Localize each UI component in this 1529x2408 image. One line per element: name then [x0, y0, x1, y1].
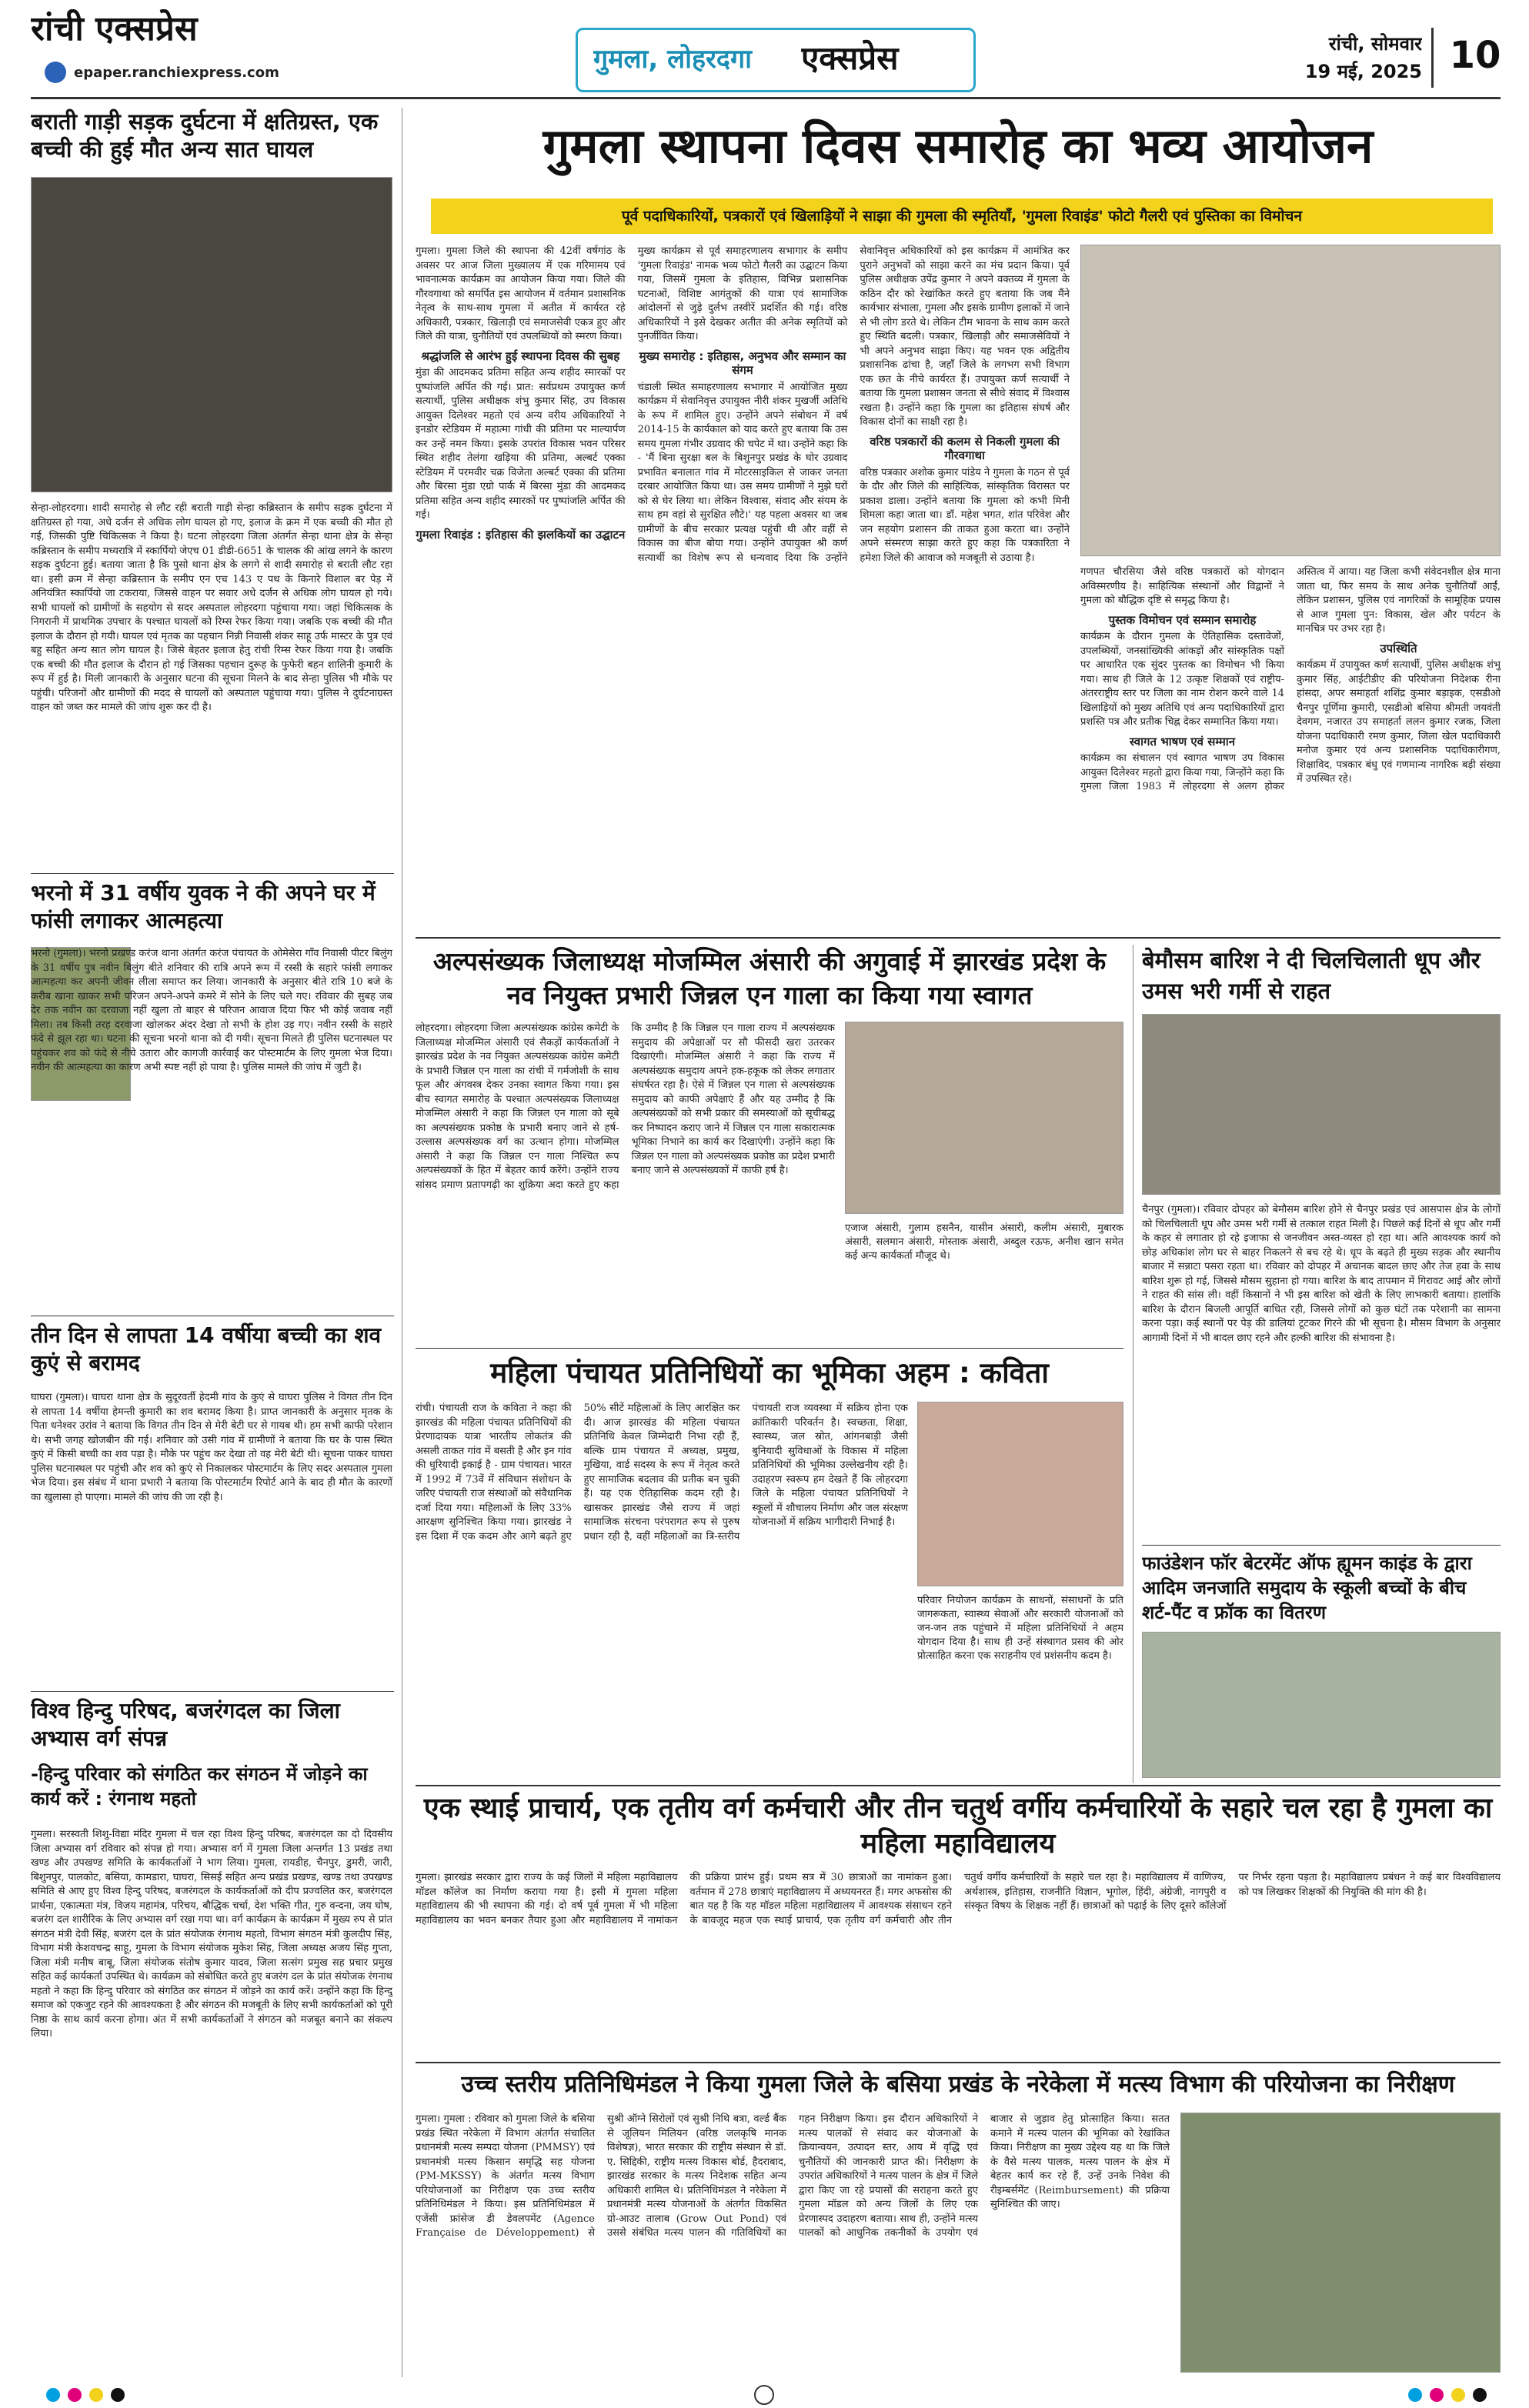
left-story-accident: [31, 108, 392, 869]
registration-mark-left-4: [111, 2388, 125, 2402]
fishery-top-rule: [416, 2062, 1501, 2063]
accident-photo: [31, 177, 392, 492]
registration-mark-right-3: [1451, 2388, 1465, 2402]
foundation-headline: फाउंडेशन फॉर बेटरमेंट ऑफ ह्यूमन काइंड के द्वारा आदिम जनजाति समुदाय के स्कूली बच्चों के बीच शर्ट-पैंट व फ्रॉक का वितरण: [1142, 1553, 1472, 1623]
suicide-body: भरनो (गुमला)। भरनो प्रखण्ड करंज थाना अंतर्गत करंज पंचायत के ओमेसेरा गाँव निवासी पीटर बिलुंग के 31 वर्षीय पुत्र नवीन बिलुंग बीते शनिवार की रात्रि अपने रूम में रस्सी के सहारे फांसी लगाकर आत्महत्या कर अपनी जीवन लीला समाप्त कर लिया। जानकारी के अनुसार बीते रात्रि 10 बजे के करीब खाना खाकर सभी परिजन अपने-अपने कमरे में सोने के लिए चले गए। रविवार की सुबह जब देर तक नवीन का दरवाजा नहीं खुला तो बाहर से परिजन आवाज दिया फिर भी कोई जवाब नहीं मिला। तब किसी तरह दरवाजा खोलकर अंदर देखा तो सभी के होश उड़ गए। नवीन रस्सी के सहारे फंदे से झूल रहा था। घटना की सूचना भरनो थाना को दी गयी। सूचना मिलते ही पुलिस घटनास्थल पर पहुंचकर शव को फंदे से नीचे उतारा और कागजी कार्रवाई कर पोस्टमार्टम के लिए गुमला भेज दिया। नवीन की आत्महत्या का कारण अभी स्पष्ट नहीं हो पाया है। पुलिस मामले की जांच में जुटी है।: [31, 948, 392, 1073]
masthead-rule: [31, 97, 1501, 99]
weather-headline: बेमौसम बारिश ने दी चिलचिलाती धूप और उमस भरी गर्मी से राहत: [1142, 947, 1481, 1004]
edition-banner: [576, 28, 976, 92]
lead-body-6: कार्यक्रम के दौरान गुमला के ऐतिहासिक दस्तावेजों, उपलब्धियों, जनसांख्यिकी आंकड़ों और सांस्कृतिक पक्षों पर आधारित एक सुंदर पुस्तक का विमोचन भी किया गया। साथ ही जिले के 12 उत्कृष्ट शिक्षकों एवं राष्ट्रीय-अंतरराष्ट्रीय स्तर पर जिला का नाम रोशन करने वाले 14 खिलाड़ियों को मुख्य अतिथि एवं अन्य पदाधिकारियों द्वारा प्रशस्ति पत्र और प्रतीक चिह्न देकर सम्मानित किया गया।: [1080, 631, 1284, 728]
minority-photo: [845, 1022, 1123, 1214]
story-kavita: [416, 1354, 1123, 1769]
minority-body: लोहरदगा। लोहरदगा जिला अल्पसंख्यक कांग्रेस कमेटी के जिलाध्यक्ष मोजम्मिल अंसारी एवं सैकड़ों कार्यकर्ताओं ने झारखंड प्रदेश के नव नियुक्त अल्पसंख्यक कांग्रेस कमेटी के प्रभारी जिन्नल एन गाला का रांची में गर्मजोशी के साथ फूल और अंगवस्त्र देकर उनका स्वागत किया गया। इस बीच स्वागत समारोह के पश्चात अल्पसंख्यक जिलाध्यक्ष मोजम्मिल अंसारी ने कहा कि जिन्नल एन गाला को सूबे का अल्पसंख्यक प्रकोष्ठ के प्रभारी बनाए जाने से हर्ष-उल्लास अल्पसंख्यक वर्ग का उत्थान होगा। मोजम्मिल अंसारी ने कहा कि जिन्नल एन गाला निश्चित रूप अल्पसंख्यकों के हित में बेहतर कार्य करेंगे। उन्होंने राज्य सांसद प्रमाण प्रतापगढ़ी का शुक्रिया अदा करते हुए कहा कि उम्मीद है कि जिन्नल एन गाला राज्य में अल्पसंख्यक समुदाय की अपेक्षाओं पर सौ फीसदी खरा उतरकर दिखाएंगी। मोजम्मिल अंसारी ने कहा कि राज्य में अल्पसंख्यक समुदाय अपने हक-हकूक को लेकर लगातार संघर्षरत रहा है। ऐसे में जिन्नल एन गाला से अल्पसंख्यक समुदाय को काफी अपेक्षाएं हैं और यह उम्मीद है कि अल्पसंख्यकों को सभी प्रकार की समस्याओं को सूचीबद्ध कर निष्पादन कराए जाने में जिन्नल एन गाला सकारात्मक भूमिका निभाने का कार्य कर दिखाएंगी। उन्होंने कहा कि जिन्नल एन गाला को अल्पसंख्यक प्रकोष्ठ का प्रदेश प्रभारी बनाए जाने से अल्पसंख्यकों में काफी हर्ष है।: [416, 1022, 835, 1191]
fishery-photo: [1180, 2113, 1501, 2373]
masthead: [0, 0, 1529, 100]
lead-body-2: मुंडा की आदमकद प्रतिमा सहित अन्य शहीद स्मारकों पर पुष्पांजलि अर्पित की गई। प्रात: सर्वप्रथम उपायुक्त कर्ण सत्यार्थी, पुलिस अधीक्षक शंभु कुमार सिंह, उप विकास आयुक्त दिलेश्वर महतो एवं अन्य वरीय अधिकारियों ने इनडोर स्टेडियम में महात्मा गांधी की प्रतिमा पर माल्यार्पण कर उन्हें नमन किया। इसके उपरांत विकास भवन परिसर स्थित शहीद तेलंगा खड़िया की प्रतिमा, अल्बर्ट एक्का स्टेडियम में परमवीर चक्र विजेता अल्बर्ट एक्का की प्रतिमा और बिरसा मुंडा एग्रो पार्क में बिरसा मुंडा की आदमकद प्रतिमा सहित अन्य शहीद स्मारकों पर पुष्पांजलि अर्पित की गई।: [416, 367, 626, 521]
kavita-headline: महिला पंचायत प्रतिनिधियों का भूमिका अहम : कविता: [490, 1356, 1049, 1389]
page-number: 10: [1449, 34, 1501, 77]
lead-body-1: गुमला। गुमला जिले की स्थापना की 42वीं वर्षगांठ के अवसर पर आज जिला मुख्यालय में एक गरिमामय एवं भावनात्मक कार्यक्रम का आयोजन किया गया। जिले की गौरवगाथा को समर्पित इस आयोजन में वर्तमान प्रशासनिक नेतृत्व के साथ-साथ गुमला में अतीत में कार्यरत रहे अधिकारी, पत्रकार, खिलाड़ी एवं समाजसेवी एकत्र हुए और जिले की यात्रा, चुनौतियों एवं उपलब्धियों को स्मरण किया।: [416, 245, 626, 342]
registration-mark-right: [1408, 2388, 1422, 2402]
lead-sub-main-event: मुख्य समारोह : इतिहास, अनुभव और सम्मान का संगम: [639, 349, 846, 377]
lead-bottom-rule: [416, 937, 1501, 939]
lead-sub-tribute: श्रद्धांजलि से आरंभ हुई स्थापना दिवस की सुबह: [421, 349, 620, 363]
registration-mark-left: [46, 2388, 60, 2402]
story-weather: [1142, 945, 1501, 1541]
minority-caption: एजाज अंसारी, गुलाम हसनैन, यासीन अंसारी, कलीम अंसारी, मुबारक अंसारी, सलमान अंसारी, मोस्ताक अंसारी, अब्दुल रऊफ, अनीश खान समेत कई अन्य कार्यकर्ता मौजूद थे।: [845, 1222, 1123, 1262]
lead-sub-journalists: वरिष्ठ पत्रकारों की कलम से निकली गुमला की गौरवगाथा: [870, 434, 1060, 462]
registration-mark-right-2: [1430, 2388, 1444, 2402]
lead-sub-rewind: गुमला रिवाइंड : इतिहास की झलकियों का उद्घाटन: [416, 527, 626, 542]
lead-sub-book: पुस्तक विमोचन एवं सम्मान समारोह: [1108, 612, 1257, 627]
lead-caption-1: गणपत चौरसिया जैसे वरिष्ठ पत्रकारों को योगदान अविस्मरणीय है। साहित्यिक संस्थानों और विद्वानों ने गुमला को बौद्धिक दृष्टि से समृद्ध किया है।: [1080, 566, 1284, 606]
college-headline: एक स्थाई प्राचार्य, एक तृतीय वर्ग कर्मचारी और तीन चतुर्थ वर्गीय कर्मचारियों के सहारे चल रहा है गुमला का महिला महाविद्यालय: [423, 1793, 1493, 1859]
crosshair-icon: [754, 2385, 774, 2405]
missing-girl-headline: तीन दिन से लापता 14 वर्षीया बच्ची का शव कुएं से बरामद: [31, 1322, 382, 1376]
footer-color-bar: [0, 2382, 1529, 2408]
lead-body-7: कार्यक्रम का संचालन एवं स्वागत भाषण उप विकास आयुक्त दिलेश्वर महतो द्वारा किया गया, जिन्होंने कहा कि गुमला जिला 1983 में लोहरदगा से अलग होकर अस्तित्व में आया। यह जिला कभी संवेदनशील क्षेत्र माना जाता था, फिर समय के साथ अनेक चुनौतियाँ आईं, लेकिन प्रशासन, पुलिस एवं नागरिकों के सामूहिक प्रयास से आज गुमला पुन: विकास, खेल और पर्यटन के मानचित्र पर उभर रहा है।: [1080, 566, 1501, 792]
missing-girl-body: घाघरा (गुमला)। घाघरा थाना क्षेत्र के सुदूरवर्ती हेदमी गांव के कुएं से घाघरा पुलिस ने विगत तीन दिन से लापता 14 वर्षीया हेमन्ती कुमारी का शव बरामद किया है। प्राप्त जानकारी के अनुसार मृतक के पिता धनेश्वर उरांव ने बताया कि विगत तीन दिन से मेरी बेटी घर से गायब थी। हम सभी काफी परेशान थे। सभी जगह खोजबीन की गई। शनिवार को उसी गांव में ग्रामीणों ने बताया कि घर के पास स्थित कुएं में किसी बच्ची का शव पड़ा है। मौके पर पहुंच कर देखा तो वह मेरी बेटी थी। सूचना पाकर घाघरा पुलिस घटनास्थल पर पहुंची और शव को कुएं से निकालकर पोस्टमार्टम के लिए सदर अस्पताल गुमला भेज दिया। इस संबंध में थाना प्रभारी ने बताया कि पोस्टमार्टम रिपोर्ट आने के बाद ही मौत के कारणों का खुलासा हो पाएगा। मामले की जांच की जा रही है।: [31, 1392, 392, 1503]
kavita-body: रांची। पंचायती राज के कविता ने कहा की झारखंड की महिला पंचायत प्रतिनिधियों की प्रेरणादायक यात्रा भारतीय लोकतंत्र की असली ताकत गांव में बसती है और इन गांव की धुरियादी इकाई है - ग्राम पंचायत। भारत में 1992 में 73वें में संविधान संशोधन के जरिए पंचायती राज संस्थाओं को संवैधानिक दर्जा दिया गया। महिलाओं के लिए 33% आरक्षण सुनिश्चित किया गया। झारखंड ने इस दिशा में एक कदम और आगे बढ़ते हुए 50% सीटें महिलाओं के लिए आरक्षित कर दी। आज झारखंड की महिला पंचायत प्रतिनिधि केवल जिम्मेदारी निभा रही हैं, बल्कि ग्राम पंचायत में अध्यक्ष, प्रमुख, मुखिया, वार्ड सदस्य के रूप में नेतृत्व करते हुए सामाजिक बदलाव की प्रतीक बन चुकी हैं। यह एक ऐतिहासिक कदम रही है। खासकर झारखंड जैसे राज्य में जहां सामाजिक संरचना परंपरागत रूप से पुरुष प्रधान रही है, वहीं महिलाओं का त्रि-स्तरीय पंचायती राज व्यवस्था में सक्रिय होना एक क्रांतिकारी परिवर्तन है। स्वच्छता, शिक्षा, स्वास्थ्य, जल स्रोत, आंगनबाड़ी जैसी बुनियादी सुविधाओं के विकास में महिला प्रतिनिधियों की भूमिका उल्लेखनीय रही है। उदाहरण स्वरूप हम देखते हैं कि लोहरदगा जिले के महिला पंचायत प्रतिनिधियों ने स्कूलों में शौचालय निर्माण और जल संरक्षण योजनाओं में सक्रिय भागीदारी निभाई है।: [416, 1402, 908, 1543]
weather-bottom-rule: [1142, 1545, 1501, 1546]
globe-icon: [45, 62, 66, 83]
vhp-body: गुमला। सरस्वती शिशु-विद्या मंदिर गुमला में चल रहा विश्व हिन्दु परिषद, बजरंगदल का दो दिवसीय जिला अभ्यास वर्ग रविवार को संपन्न हो गया। अभ्यास वर्ग में गुमला जिला अन्तर्गत 13 प्रखंड तथा खण्ड और उपखण्ड समिति के कार्यकर्ताओं ने भाग लिया। गुमला, रायडीह, चैनपुर, डुमरी, जारी, बिशुनपुर, पालकोट, बसिया, कामडारा, घाघरा, सिसई सहित अन्य प्रखंड प्रखण्ड, खण्ड तथा उपखण्ड समिति से आए हुए विश्व हिन्दु परिषद, बजरंगदल के कार्यकर्ताओं को दीप प्रज्वलित कर, बजरंगदल प्रार्थना, एकात्मता मंत्र, विजय महामंत्र, परिचय, बौद्धिक चर्चा, देश भक्ति गीत, गुरु वन्दना, जय घोष, बजरंग दल शारीरिक के लिए अभ्यास वर्ग रखा गया था। वर्ग कार्यक्रम के कार्यक्रम में मुख्य रुप से प्रांत संगठन मंत्री देवी सिंह, बजरंग दल के प्रांत संयोजक रंगनाथ महतो, विभाग संगठन मंत्री कुलदीप सिंह, विभाग मंत्री केशवचन्द्र साहू, गुमला के विभाग संयोजक मुकेश सिंह, जिला अध्यक्ष अजय सिंह गुप्ता, जिला मंत्री मनीष बाबू, जिला संयोजक संतोष कुमार यादव, जिला सत्संग प्रमुख सह प्रचार प्रमुख सहित कई कार्यकर्ता उपस्थित थे। कार्यक्रम को संबोधित करते हुए बजरंग दल के प्रांत संयोजक रंगनाथ महतो ने कहा कि हिन्दु परिवार को संगठित कर संगठन में जोड़ने का कार्य करें। उन्होंने कहा कि हिन्दु समाज को एकजुट रहने की आवश्यकता है और संगठन की मजबूती के लिए सभी कार्यकर्ताओं को पूरी निष्ठा के साथ कार्य करना होगा। अंत में सभी कार्यकर्ताओं ने संगठन को मजबूत बनाने का संकल्प लिया।: [31, 1829, 392, 2039]
college-top-rule: [416, 1785, 1501, 1786]
vhp-headline: विश्व हिन्दु परिषद, बजरंगदल का जिला अभ्यास वर्ग संपन्न: [31, 1698, 340, 1751]
registration-mark-left-3: [89, 2388, 103, 2402]
weather-body: चैनपुर (गुमला)। रविवार दोपहर को बेमौसम बारिश होने से चैनपुर प्रखंड एवं आसपास क्षेत्र के लोगों को चिलचिलाती धूप और उमस भरी गर्मी से तत्काल राहत मिली है। पिछले कई दिनों से धूप और गर्मी के कहर से लगातार हो रहे इजाफा से जनजीवन अस्त-व्यस्त हो रहा था। अति आवश्यक कार्य को छोड़ अधिकांश लोग घर से बाहर निकलने से बच रहे थे। धूप के बढ़ते ही मुख्य सड़क और स्थानीय बाजार में सन्नाटा पसरा रहता था। रविवार को दोपहर में अचानक बादल छाए और तेज हवा के साथ बारिश शुरू हो गई, जिससे मौसम सुहाना हो गया। बारिश के बाद तापमान में गिरावट आई और लोगों ने राहत की सांस ली। वहीं किसानों ने भी इस बारिश को खेती के लिए लाभकारी बताया। हालांकि बारिश के दौरान बिजली आपूर्ति बाधित रही, जिससे लोगों को कुछ घंटों तक परेशानी का सामना करना पड़ा। कई स्थानों पर पेड़ की डालियां टूटकर गिरने की भी सूचना है। मौसम विभाग के अनुसार आगामी दिनों में भी बादल छाए रहने और हल्की बारिश की संभावना है।: [1142, 1204, 1501, 1344]
accident-body: सेन्हा-लोहरदगा। शादी समारोह से लौट रही बराती गाड़ी सेन्हा कब्रिस्तान के समीप सड़क दुर्घटना में क्षतिग्रस्त हो गया, अधे दर्जन से अधिक लोग घायल हो गए, इलाज के क्रम में एक बच्ची की मौत हो गई, जिसकी पुष्टि चिकित्सक ने किया है। घटना लोहरदगा जिला अंतर्गत सेन्हा थाना क्षेत्र के सेन्हा कब्रिस्तान के समीप मध्यरात्रि में स्कार्पियो जेएच 01 डीडी-6651 के चालक की आंख लगने के कारण सड़क दुर्घटना हुई। बताया जाता है कि पुसो थाना क्षेत्र के लगगे से शादी समारोह से बराती लौट रहा था। इसी क्रम में सेन्हा कब्रिस्तान के समीप एन एच 143 ए पथ के किनारे विशाल बर पेड़ में अनियंत्रित स्कार्पियो जा टकराया, जिससे वाहन पर सवार अधे दर्जन से अधिक लोग घायल हो गये। सभी घायलों को ग्रामीणों के सहयोग से सदर अस्पताल लोहरदगा पहुंचाया गया। जहां चिकित्सक के निगरानी में प्राथमिक उपचार के पश्चात घायलों को रिम्स रेफर किया गया। जबकि एक बच्ची की मौत इलाज के दौरान हो गयी। घायल एवं मृतक का पहचान निन्नी निवासी शंकर साहू उर्फ मास्टर के पुत्र एवं बहु सहित अन्य सात लोग घायल है। जिसे बेहतर इलाज हेतु रांची रिम्स रेफर किया गया है। जबकि एक बच्ची की मौत इलाज के दौरान हो गई जिसका पहचान दुरूह के फुफेरी बहन शालिनी कुमारी के रूप में हुई है। मिली जानकारी के अनुसार घटना की सूचना मिलने के बाद सेन्हा पुलिस भी मौके पर पहुंची। परिजनों और ग्रामीणों की मदद से घायलों को अस्पताल पहुंचाया गया। पुलिस ने दुर्घटनाग्रस्त वाहन को जब्त कर मामले की जांच शुरू कर दी है।: [31, 502, 392, 713]
lead-body-columns: [416, 245, 1070, 922]
left-story-vhp: [31, 1697, 392, 2378]
city-day: रांची, सोमवार: [1328, 33, 1422, 55]
minority-bottom-rule: [416, 1348, 1123, 1349]
edition-place: गुमला, लोहरदगा: [593, 44, 752, 75]
lead-body-8: कार्यक्रम में उपायुक्त कर्ण सत्यार्थी, पुलिस अधीक्षक शंभु कुमार सिंह, आईटीडीए की परियोजना निदेशक रीना हांसदा, अपर समाहर्ता शशिंद्र कुमार बड़ाइक, एसडीओ चैनपुर पूर्णिमा कुमारी, एसडीओ बसिया श्रीमती जयवंती देवगम, नजारत उप समाहर्ता ललन कुमार रजक, जिला योजना पदाधिकारी रमण कुमार, जिला खेल पदाधिकारी मनोज कुमार एवं अन्य प्रशासनिक पदाधिकारीगण, शिक्षाविद, पत्रकार बंधु एवं गणमान्य नागरिक बड़ी संख्या में उपस्थित रहे।: [1297, 659, 1501, 785]
lead-body-5: वरिष्ठ पत्रकार अशोक कुमार पांडेय ने गुमला के गठन से पूर्व के दौर और जिले की साहित्यिक, सांस्कृतिक विरासत पर प्रकाश डाला। उन्होंने बताया कि गुमला को कभी मिनी शिमला कहा जाता था। डॉ. महेश भगत, शांत परिवेश और जन सहयोग प्रशासन की ताकत हुआ करता था। उन्होंने अपने संस्मरण साझा करते हुए कहा कि पत्रकारिता ने हमेशा जिले की आवाज को मजबूती से उठाया है।: [860, 466, 1070, 564]
accident-photo-placeholder: [32, 178, 392, 492]
college-body: गुमला। झारखंड सरकार द्वारा राज्य के कई जिलों में महिला महाविद्यालय मॉडल कॉलेज का निर्माण कराया गया है। इसी में गुमला महिला महाविद्यालय की भी स्थापना की गई। दो वर्ष पूर्व गुमला में भी महिला महाविद्यालय का भवन बनकर तैयार हुआ और महाविद्यालय में नामांकन की प्रक्रिया प्रारंभ हुई। प्रथम सत्र में 30 छात्राओं का नामांकन हुआ। वर्तमान में 278 छात्राएं महाविद्यालय में अध्ययनरत हैं। मगर अफसोस की बात यह है कि यह मॉडल महिला महाविद्यालय में आवश्यक संसाधन रहने के बावजूद महज एक स्थाई प्राचार्य, एक तृतीय वर्ग कर्मचारी और तीन चतुर्थ वर्गीय कर्मचारियों के सहारे चल रहा है। महाविद्यालय में वाणिज्य, अर्थशास्त्र, इतिहास, राजनीति विज्ञान, भूगोल, हिंदी, अंग्रेजी, नागपुरी व संस्कृत विषय के शिक्षक नहीं हैं। छात्राओं को पढ़ाई के लिए दूसरे कॉलेजों पर निर्भर रहना पड़ता है। महाविद्यालय प्रबंधन ने कई बार विश्वविद्यालय को पत्र लिखकर शिक्षकों की नियुक्ति की मांग की है।: [416, 1872, 1501, 1926]
accident-headline: बराती गाड़ी सड़क दुर्घटना में क्षतिग्रस्त, एक बच्ची की हुई मौत अन्य सात घायल: [31, 108, 379, 162]
left-rule-3: [31, 1691, 394, 1692]
story-minority-congress: [416, 945, 1123, 1345]
lead-photo-hall: [1080, 245, 1501, 556]
left-rule-1: [31, 873, 394, 874]
issue-date: 19 मई, 2025: [1304, 61, 1422, 82]
story-college: [416, 1791, 1501, 2056]
registration-mark-right-4: [1473, 2388, 1487, 2402]
story-fishery: [416, 2068, 1501, 2376]
lead-headline: गुमला स्थापना दिवस समारोह का भव्य आयोजन: [542, 118, 1374, 174]
page-divider: [1431, 28, 1434, 88]
minority-headline: अल्पसंख्यक जिलाध्यक्ष मोजम्मिल अंसारी की अगुवाई में झारखंड प्रदेश के नव नियुक्त प्रभारी जिन्नल एन गाला का किया गया स्वागत: [432, 946, 1107, 1010]
lead-body-3: मुख्य कार्यक्रम से पूर्व समाहरणालय सभागार के समीप 'गुमला रिवाइंड' नामक भव्य फोटो गैलरी का उद्घाटन किया गया, जिसमें गुमला के इतिहास, विभिन्न प्रशासनिक घटनाओं, विशिष्ट आगंतुकों की यात्रा एवं सामाजिक आंदोलनों से जुड़े दुर्लभ तस्वीरें प्रदर्शित की गई। वरिष्ठ अधिकारियों ने इसे देखकर अतीत की अनेक स्मृतियों को पुनर्जीवित किया।: [637, 245, 848, 342]
lead-sub-attendance: उपस्थिति: [1380, 641, 1417, 655]
lead-body-4: चंडाली स्थित समाहरणालय सभागार में आयोजित मुख्य कार्यक्रम में सेवानिवृत्त उपायुक्त नीरी शंकर मुखर्जी अतिथि के रूप में शामिल हुए। उन्होंने अपने संबोधन में वर्ष 2014-15 के कार्यकाल को याद करते हुए बताया कि उस समय गुमला गंभीर उग्रवाद की चपेट में था। उन्होंने कहा कि - 'मैं बिना सुरक्षा बल के बिशुनपुर प्रखंड के घोर उग्रवाद प्रभावित बनालात गांव में मोटरसाइकिल से जाकर जनता दरबार आयोजित किया था। उस समय ग्रामीणों ने मुझे घरों को से घेर लिया था। लेकिन विश्वास, संवाद और संयम के साथ हम वहां से सुरक्षित लौटे।' यह पहला अवसर था जब ग्रामीणों के बीच सरकार प्रत्यक्ष पहुंची थी और वहीं से विकास का बीज बोया गया। उन्होंने उपायुक्त श्री कर्ण सत्यार्थी का विशेष रूप से धन्यवाद दिया कि उन्होंने सेवानिवृत्त अधिकारियों को इस कार्यक्रम में आमंत्रित कर पुराने अनुभवों को साझा करने का मंच प्रदान किया। पूर्व पुलिस अधीक्षक उपेंद्र कुमार ने अपने वक्तव्य में गुमला के कठिन दौर को रेखांकित करते हुए बताया कि जब मैंने कार्यभार संभाला, गुमला और इसके ग्रामीण इलाकों में जाने से भी लोग डरते थे। लेकिन टीम भावना के साथ काम करते हुए स्थिति बदली। पत्रकार, खिलाड़ी और समाजसेवियों ने भी अपने अनुभव साझा किए। यह भवन एक अद्वितीय प्रशासनिक ढांचा है, जहाँ जिले के लगभग सभी विभाग एक छत के नीचे कार्यरत हैं। उपायुक्त कर्ण सत्यार्थी ने बताया कि गुमला प्रशासन जनता से सीधे संवाद में विश्वास रखता है। उन्होंने कहा कि गुमला का इतिहास संघर्ष और विकास दोनों का साक्षी रहा है।: [637, 245, 1070, 564]
vhp-subhead: -हिन्दु परिवार को संगठित कर संगठन में जोड़ने का कार्य करें : रंगनाथ महतो: [31, 1763, 368, 1809]
story-foundation: [1142, 1551, 1501, 1782]
kavita-portrait: [917, 1402, 1123, 1586]
foundation-photo: [1142, 1632, 1501, 1778]
lead-sub-welcome: स्वागत भाषण एवं सम्मान: [1129, 734, 1236, 749]
fishery-body: गुमला। गुमला : रविवार को गुमला जिले के बसिया प्रखंड स्थित नरेकेला में विभाग अंतर्गत संचालित प्रधानमंत्री मत्स्य सम्पदा योजना (PMMSY) एवं प्रधानमंत्री मत्स्य किसान समृद्धि सह योजना (PM-MKSSY) के अंतर्गत मत्स्य विभाग परियोजनाओं का निरीक्षण एक उच्च स्तरीय प्रतिनिधिमंडल ने किया। इस प्रतिनिधिमंडल में एजेंसी फ्रांसेज डी डेवलपमेंट (Agence Française de Développement) से सुश्री ऑग्ने सिरोलों एवं सुश्री निथि बत्रा, वर्ल्ड बैंक से जूलियन मिलियन (वरिष्ठ जलकृषि मानक विशेषज्ञ), भारत सरकार की राष्ट्रीय संस्थान से डॉ. ए. सिद्दिकी, राष्ट्रीय मत्स्य विकास बोर्ड, हैदराबाद, झारखंड सरकार के मत्स्य निदेशक सहित अन्य अधिकारी शामिल थे। प्रतिनिधिमंडल ने नरेकेला में प्रधानमंत्री मत्स्य योजनाओं के अंतर्गत विकसित ग्रो-आउट तालाब (Grow Out Pond) एवं उससे संबंधित मत्स्य पालन की गतिविधियों का गहन निरीक्षण किया। इस दौरान अधिकारियों ने मत्स्य पालकों से संवाद कर योजनाओं के क्रियान्वयन, उत्पादन स्तर, आय में वृद्धि एवं चुनौतियों की जानकारी प्राप्त की। निरीक्षण के उपरांत अधिकारियों ने मत्स्य पालन के क्षेत्र में जिले द्वारा किए जा रहे प्रयासों की सराहना करते हुए गुमला मॉडल को अन्य जिलों के लिए एक प्रेरणास्पद उदाहरण बताया। साथ ही, उन्होंने मत्स्य पालकों को आधुनिक तकनीकों के उपयोग एवं बाजार से जुड़ाव हेतु प्रोत्साहित किया। सतत कमाने में मत्स्य पालन की भूमिका को रेखांकित किया। निरीक्षण का मुख्य उद्देश्य यह था कि जिले के वैसे मत्स्य पालक, मत्स्य पालन के क्षेत्र में बेहतर कार्य कर रहे हैं, उन्हें उनके निवेश की रीइम्बर्समेंट (Reimbursement) की प्रक्रिया सुनिश्चित की जाए।: [416, 2113, 1170, 2239]
left-story-missing-girl: [31, 1322, 392, 1687]
edition-word: एक्सप्रेस: [801, 39, 899, 77]
lead-right-columns: [1080, 565, 1501, 931]
lead-deck-text: पूर्व पदाधिकारियों, पत्रकारों एवं खिलाड़ियों ने साझा की गुमला की स्मृतियाँ, 'गुमला रिवाइंड' फोटो गैलरी एवं पुस्तिका का विमोचन: [621, 208, 1303, 225]
suicide-headline: भरनो में 31 वर्षीय युवक ने की अपने घर में फांसी लगाकर आत्महत्या: [31, 880, 376, 933]
kavita-caption: परिवार नियोजन कार्यक्रम के साधनों, संसाधनों के प्रति जागरूकता, स्वास्थ्य सेवाओं और सरकारी योजनाओं को जन-जन तक पहुंचाने में महिला प्रतिनिधियों ने अहम योगदान दिया है। साथ ही उन्हें संस्थागत प्रसव की ओर प्रोत्साहित करना एक सराहनीय एवं प्रशंसनीय कदम है।: [917, 1595, 1123, 1662]
paper-name: रांची एक्सप्रेस: [31, 9, 198, 48]
left-story-suicide: [31, 879, 392, 1310]
weather-photo: [1142, 1014, 1501, 1195]
fishery-headline: उच्च स्तरीय प्रतिनिधिमंडल ने किया गुमला जिले के बसिया प्रखंड के नरेकेला में मत्स्य विभाग की परियोजना का निरीक्षण: [461, 2071, 1455, 2098]
registration-mark-left-2: [68, 2388, 82, 2402]
lead-deck: [431, 198, 1493, 234]
website-url[interactable]: epaper.ranchiexpress.com: [74, 65, 279, 81]
